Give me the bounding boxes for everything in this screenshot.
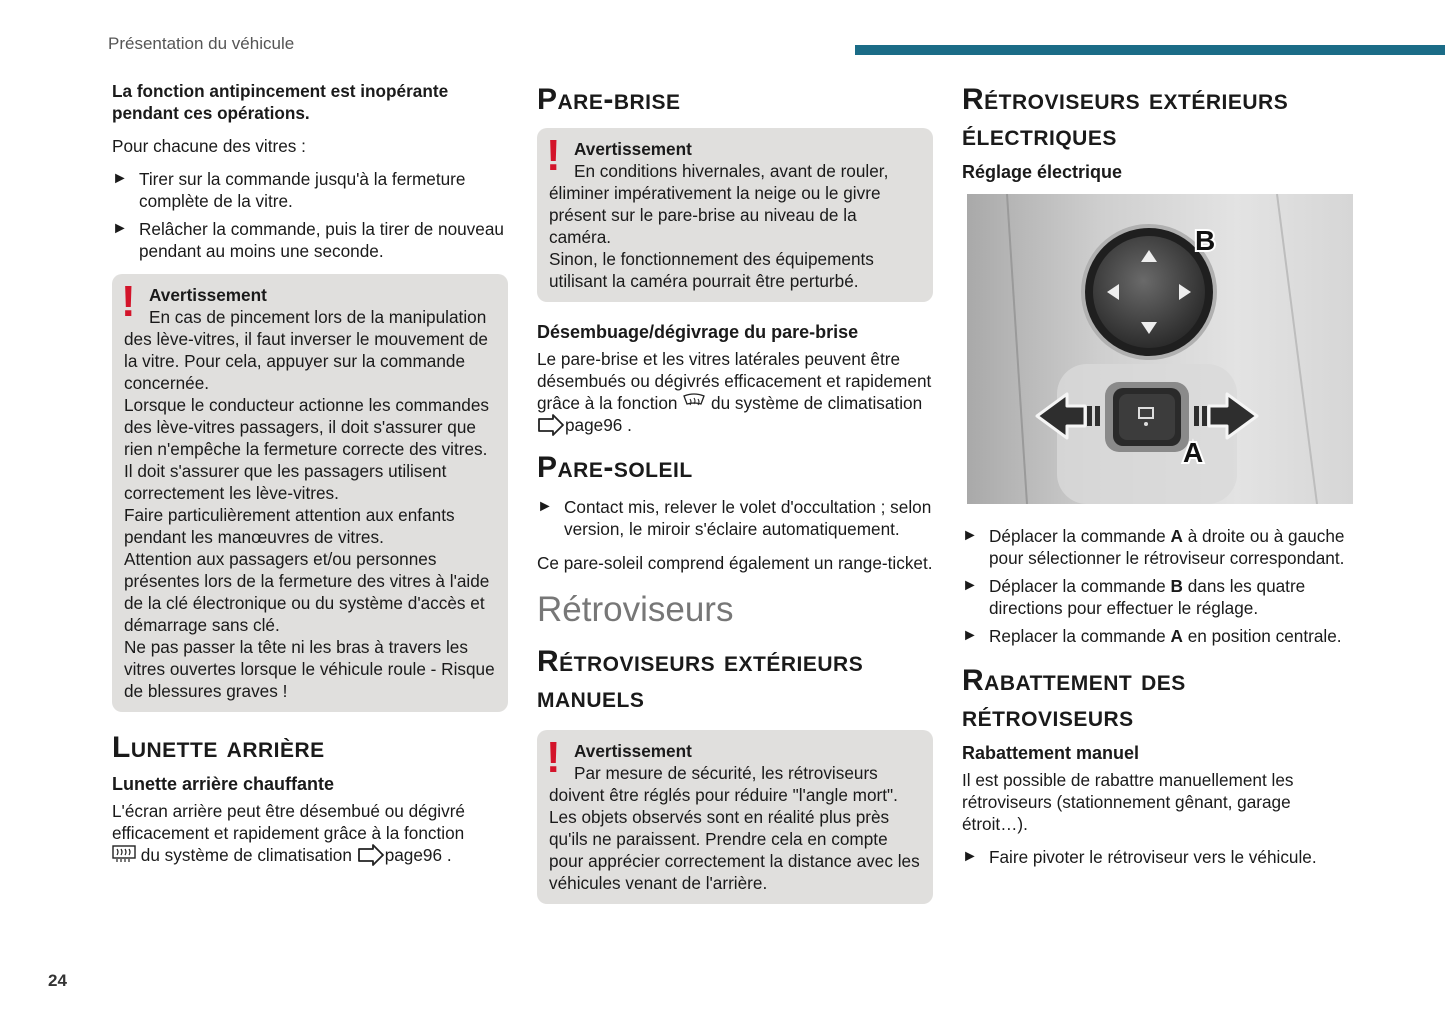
column-2 bbox=[537, 80, 933, 922]
chapter-title-mirrors: Rétroviseurs bbox=[537, 590, 734, 629]
list-item bbox=[112, 168, 508, 212]
page-number: 24 bbox=[48, 971, 67, 990]
bullet-pointer-icon: ► bbox=[962, 627, 978, 644]
front-defrost-icon bbox=[682, 393, 706, 411]
intro-text: Pour chacune des vitres : bbox=[112, 136, 306, 156]
rear-defrost-icon bbox=[112, 845, 136, 863]
defrost-text: Le pare-brise et les vitres latérales peuvent être désembués ou dégivrés efficacement et rapidement grâce à la fonction du système de climatisation page96 . bbox=[537, 349, 932, 435]
warning-line: Attention aux passagers et/ou personnes présentes lors de la fermeture des vitres à l'aide de la clé électronique ou du système d'accès et démarrage sans clé. bbox=[124, 549, 490, 635]
warning-box bbox=[112, 274, 508, 712]
warning-title: Avertissement bbox=[574, 741, 692, 761]
fold-text: Il est possible de rabattre manuellement les rétroviseurs (stationnement gênant, garage étroit…). bbox=[962, 770, 1294, 834]
exclamation-icon: ! bbox=[546, 733, 561, 782]
rear-defrost-text: L'écran arrière peut être désembué ou dégivré efficacement et rapidement grâce à la fonction du système de climatisation page96 . bbox=[112, 801, 465, 865]
warning-title: Avertissement bbox=[574, 139, 692, 159]
section-title-rear-window: Lunette arrière bbox=[112, 731, 325, 764]
sunvisor-text: Ce pare-soleil comprend également un range-ticket. bbox=[537, 553, 933, 573]
header-accent-bar bbox=[855, 45, 1445, 55]
warning-line: Sinon, le fonctionnement des équipements utilisant la caméra pourrait être perturbé. bbox=[549, 249, 874, 291]
warning-line: En cas de pincement lors de la manipulation des lève-vitres, il faut inverser le mouvement de la vitre. Pour cela, appuyer sur la commande concernée. bbox=[124, 307, 488, 393]
subsection-title-defrost: Désembuage/dégivrage du pare-brise bbox=[537, 322, 859, 342]
column-1 bbox=[112, 80, 508, 877]
section-title-sun-visor: Pare-soleil bbox=[537, 451, 693, 484]
list-item bbox=[112, 218, 508, 262]
subsection-title-heated-rear: Lunette arrière chauffante bbox=[112, 774, 335, 794]
antipinch-note: La fonction antipincement est inopérante pendant ces opérations. bbox=[112, 81, 449, 123]
bullet-pointer-icon: ► bbox=[537, 498, 553, 515]
warning-box bbox=[537, 128, 933, 302]
list-item bbox=[537, 496, 933, 540]
warning-line: En conditions hivernales, avant de rouler, éliminer impérativement la neige ou le givre présent sur le pare-brise au niveau de la caméra. bbox=[549, 161, 889, 247]
page-reference[interactable]: page96 bbox=[537, 415, 622, 435]
list-item-text: Contact mis, relever le volet d'occultation ; selon version, le miroir s'éclaire automatiquement. bbox=[564, 497, 932, 539]
page-reference[interactable]: page96 bbox=[357, 845, 442, 865]
section-title-electric-mirrors: Rétroviseurs extérieurs électriques bbox=[962, 83, 1289, 152]
list-item-text: Faire pivoter le rétroviseur vers le véhicule. bbox=[989, 847, 1317, 867]
column-3 bbox=[962, 80, 1358, 874]
subsection-title-electric-adjust: Réglage électrique bbox=[962, 162, 1123, 182]
warning-line: Par mesure de sécurité, les rétroviseurs doivent être réglés pour réduire "l'angle mort". Les objets observés sont en réalité plus près qu'ils ne paraissent. Prendre cela en compte pour apprécier correctement la distance avec les véhicules venant de l'arrière. bbox=[549, 763, 920, 893]
warning-body bbox=[124, 306, 498, 394]
warning-line: Lorsque le conducteur actionne les commandes des lève-vitres passagers, il doit s'assurer que rien n'empêche la fermeture correcte des vitres. bbox=[124, 395, 489, 459]
list-item: ► Replacer la commande A en position centrale. bbox=[962, 626, 1342, 646]
subsection-title-manual-fold: Rabattement manuel bbox=[962, 743, 1140, 763]
list-item-text: Tirer sur la commande jusqu'à la fermeture complète de la vitre. bbox=[139, 169, 466, 211]
section-title-folding: Rabattement des rétroviseurs bbox=[962, 664, 1186, 733]
page-arrow-icon bbox=[537, 414, 565, 436]
warning-title: Avertissement bbox=[149, 285, 267, 305]
warning-line: Ne pas passer la tête ni les bras à travers les vitres ouvertes lorsque le véhicule roule - Risque de blessures graves ! bbox=[124, 637, 495, 701]
list-item-text: Relâcher la commande, puis la tirer de nouveau pendant au moins une seconde. bbox=[139, 219, 504, 261]
label-b: B bbox=[1195, 225, 1216, 256]
bullet-pointer-icon: ► bbox=[112, 220, 128, 237]
warning-line: Il doit s'assurer que les passagers utilisent correctement les lève-vitres. bbox=[124, 461, 447, 503]
exclamation-icon: ! bbox=[121, 277, 136, 326]
bullet-pointer-icon: ► bbox=[962, 577, 978, 594]
bullet-pointer-icon: ► bbox=[962, 527, 978, 544]
list-item: ► Déplacer la commande B dans les quatre directions pour effectuer le réglage. bbox=[962, 576, 1306, 618]
exclamation-icon: ! bbox=[546, 131, 561, 180]
running-header: Présentation du véhicule bbox=[108, 34, 295, 53]
selector-a-icon bbox=[1105, 382, 1189, 452]
bullet-pointer-icon: ► bbox=[962, 848, 978, 865]
warning-box bbox=[537, 730, 933, 904]
page-arrow-icon bbox=[357, 844, 385, 866]
list-item: ► Déplacer la commande A à droite ou à gauche pour sélectionner le rétroviseur correspondant. bbox=[962, 526, 1345, 568]
section-title-manual-mirrors: Rétroviseurs extérieurs manuels bbox=[537, 645, 864, 714]
bullet-pointer-icon: ► bbox=[112, 170, 128, 187]
warning-line: Faire particulièrement attention aux enfants pendant les manœuvres de vitres. bbox=[124, 505, 455, 547]
label-a: A bbox=[1183, 437, 1204, 468]
mirror-control-illustration bbox=[967, 194, 1353, 504]
section-title-windshield: Pare-brise bbox=[537, 83, 681, 116]
list-item bbox=[962, 846, 1358, 868]
